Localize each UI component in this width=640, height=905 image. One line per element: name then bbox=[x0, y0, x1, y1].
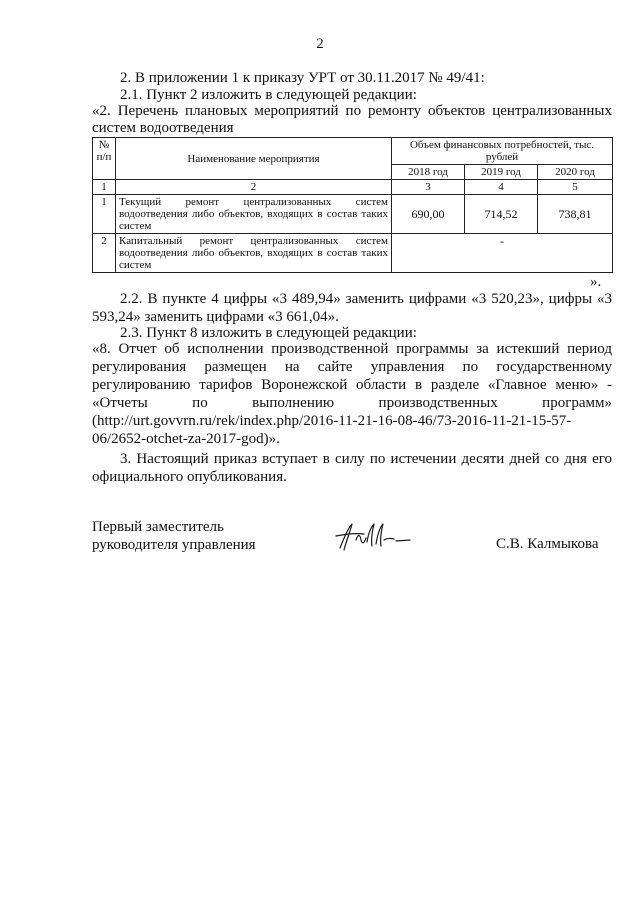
table-row bbox=[93, 195, 613, 234]
paragraph-8-quote: «8. Отчет об исполнении производственной программы за истекший период регулирования размещен на сайте управления по государственному регулированию тарифов Воронежской области в разделе «Главное меню» - «Отчеты по выполнению производственных программ» (http://urt.govvrn.ru/rek/index.php/2016-11-21-16-08-46/73-2016-11-21-15-57-06/2652-otchet-za-2017-god)». bbox=[92, 341, 612, 447]
paragraph-2-2: 2.2. В пункте 4 цифры «3 489,94» заменить цифрами «3 520,23», цифры «3 593,24» заменить цифрами «3 661,04». bbox=[92, 291, 612, 325]
index-cell: 3 bbox=[392, 180, 465, 195]
index-cell: 5 bbox=[538, 180, 613, 195]
header-volume: Объем финансовых потребностей, тыс. рублей bbox=[392, 138, 613, 165]
index-cell: 4 bbox=[465, 180, 538, 195]
header-name: Наименование мероприятия bbox=[116, 138, 392, 180]
row-name: Текущий ремонт централизованных систем водоотведения либо объектов, входящих в состав таких систем bbox=[116, 195, 392, 234]
header-year-2019: 2019 год bbox=[465, 165, 538, 180]
signer-position bbox=[92, 518, 256, 554]
paragraph-2-3: 2.3. Пункт 8 изложить в следующей редакции: bbox=[120, 325, 417, 341]
row-name: Капитальный ремонт централизованных систем водоотведения либо объектов, входящих в состав таких систем bbox=[116, 234, 392, 273]
section-heading: 2. В приложении 1 к приказу УРТ от 30.11.2017 № 49/41: bbox=[120, 70, 485, 86]
row-num: 2 bbox=[93, 234, 116, 273]
row-value-2018: 690,00 bbox=[392, 195, 465, 234]
subsection-heading: 2.1. Пункт 2 изложить в следующей редакции: bbox=[120, 87, 417, 103]
handwritten-signature bbox=[334, 520, 414, 554]
table-row bbox=[93, 234, 613, 273]
paragraph-3: 3. Настоящий приказ вступает в силу по истечении десяти дней со дня его официального опубликования. bbox=[92, 451, 612, 485]
table-index-row bbox=[93, 180, 613, 195]
header-year-2020: 2020 год bbox=[538, 165, 613, 180]
row-num: 1 bbox=[93, 195, 116, 234]
header-num: № п/п bbox=[93, 138, 116, 180]
row-value-2019: 714,52 bbox=[465, 195, 538, 234]
closing-quote: ». bbox=[590, 274, 602, 290]
signer-name: С.В. Калмыкова bbox=[496, 536, 599, 552]
index-cell: 2 bbox=[116, 180, 392, 195]
signer-position-line1: Первый заместитель bbox=[92, 519, 224, 535]
quoted-list-title: «2. Перечень плановых мероприятий по ремонту объектов централизованных систем водоотведения bbox=[92, 103, 612, 136]
signer-position-line2: руководителя управления bbox=[92, 537, 256, 553]
page-number: 2 bbox=[316, 36, 324, 52]
header-year-2018: 2018 год bbox=[392, 165, 465, 180]
row-value-2020: 738,81 bbox=[538, 195, 613, 234]
repair-plan-table bbox=[92, 137, 613, 273]
row-merged-value: - bbox=[392, 234, 613, 273]
table-header-row bbox=[93, 138, 613, 165]
index-cell: 1 bbox=[93, 180, 116, 195]
